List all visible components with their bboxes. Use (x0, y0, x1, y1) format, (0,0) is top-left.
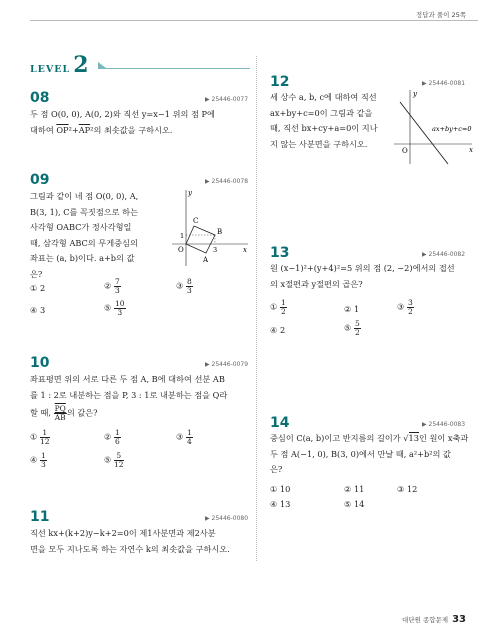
problem-09-number: 09 (30, 172, 50, 188)
p09-choice-3: ③ $\frac{8}{3}$ (176, 277, 192, 295)
problem-13-text (270, 261, 455, 292)
fig09-b-label: B (217, 228, 223, 236)
problem-12-line-1: 세 상수 a, b, c에 대하여 직선 (270, 92, 377, 102)
fig12-y-label: y (413, 90, 417, 98)
problem-14-line-2: 두 점 A(−1, 0), B(3, 0)에서 만날 때, a²+b²의 값 (270, 448, 451, 459)
problem-09-line-3: 사각형 OABC가 정사각형일 (30, 222, 132, 232)
p10-choice-1: ① $\frac{1}{12}$ (30, 428, 50, 446)
problem-11-text (30, 526, 230, 557)
problem-10-text (30, 372, 227, 422)
problem-10-code: ▶ 25446-0079 (205, 361, 249, 368)
p14-choice-1: ① 10 (270, 484, 291, 494)
fig09-y-label: y (188, 189, 192, 197)
p10-choice-3: ③ $\frac{1}{4}$ (176, 428, 192, 446)
problem-09-figure (172, 186, 252, 268)
problem-09-code: ▶ 25446-0078 (205, 178, 249, 185)
fig09-three-label: 3 (213, 246, 218, 254)
problem-12-line-2: ax+by+c=0이 그림과 같을 (270, 107, 373, 118)
problem-10-number: 10 (30, 355, 50, 371)
p10-choice-5: ⑤ $\frac{5}{12}$ (104, 451, 124, 469)
fig09-x-label: x (243, 246, 247, 254)
p13-choice-4: ④ 2 (270, 325, 286, 335)
problem-10-line-2: 를 1 : 2로 내분하는 점을 P, 3 : 1로 내분하는 점을 Q라 (30, 389, 228, 400)
problem-14-line-1: 중심이 C(a, b)이고 반지름의 길이가 √13인 원이 x축과 (270, 433, 469, 443)
fig09-c-label: C (193, 217, 199, 225)
p14-choice-3: ③ 12 (397, 484, 418, 494)
footer-label: 대단원 종합문제 (402, 616, 449, 624)
p09-choice-1: ① 2 (30, 283, 46, 293)
fig12-x-label: x (469, 146, 473, 154)
p13-choice-5: ⑤ $\frac{5}{2}$ (344, 319, 360, 337)
p10-choice-4: ④ $\frac{1}{3}$ (30, 451, 46, 469)
problem-09-line-1: 그림과 같이 네 점 O(0, 0), A, (30, 191, 139, 201)
p13-choice-2: ② 1 (344, 304, 360, 314)
problem-14-code: ▶ 25446-0083 (422, 421, 466, 428)
problem-11-line-1: 직선 kx+(k+2)y−k+2=0이 제1사분면과 제2사분 (30, 528, 216, 538)
fig12-eq-label: ax+by+c=0 (432, 125, 472, 133)
fig09-o-label: O (178, 246, 184, 254)
fig12-o-label: O (402, 147, 408, 155)
footer (402, 614, 466, 625)
header-section: 정답과 풀이 25쪽 (415, 11, 466, 19)
problem-09-text (30, 189, 138, 282)
level-arrow (98, 62, 106, 68)
level-number: 2 (73, 52, 89, 78)
problem-11-line-2: 면을 모두 지나도록 하는 자연수 k의 최솟값을 구하시오. (30, 543, 230, 554)
header-rule (30, 20, 478, 21)
problem-13-number: 13 (270, 245, 290, 261)
column-divider (256, 56, 257, 561)
p09-choice-2: ② $\frac{7}{3}$ (104, 277, 120, 295)
p13-choice-1: ① $\frac{1}{2}$ (270, 298, 286, 316)
p14-choice-4: ④ 13 (270, 499, 291, 509)
problem-08-code: ▶ 25446-0077 (205, 96, 249, 103)
p10-choice-2: ② $\frac{1}{6}$ (104, 428, 120, 446)
problem-08-line-2: 대하여 $\overline{OP}^2+\overline{AP}^2$의 최솟값을 구하시오. (30, 124, 173, 135)
problem-12-line-4: 지 않는 사분면을 구하시오. (270, 138, 368, 149)
problem-12-line-3: 때, 직선 bx+cy+a=0이 지나 (270, 123, 378, 133)
problem-14-line-3: 은? (270, 464, 283, 474)
p14-choice-2: ② 11 (344, 484, 365, 494)
level-word: LEVEL (30, 64, 71, 75)
problem-14-text (270, 431, 468, 478)
problem-11-number: 11 (30, 509, 50, 525)
problem-09-line-2: B(3, 1), C를 꼭짓점으로 하는 (30, 206, 138, 217)
level-heading (30, 52, 89, 78)
fig09-one-label: 1 (180, 232, 185, 240)
page-number: 33 (452, 614, 466, 625)
p09-choice-4: ④ 3 (30, 305, 46, 315)
problem-09-line-5: 좌표는 (a, b)이다. a+b의 값 (30, 253, 135, 263)
problem-10-line-1: 좌표평면 위의 서로 다른 두 점 A, B에 대하여 선분 AB (30, 374, 225, 384)
problem-14-number: 14 (270, 415, 290, 431)
p13-choice-3: ③ $\frac{3}{2}$ (397, 298, 413, 316)
problem-12-number: 12 (270, 74, 290, 90)
problem-13-code: ▶ 25446-0082 (422, 251, 466, 258)
problem-13-line-2: 의 x절편과 y절편의 곱은? (270, 278, 363, 289)
problem-11-code: ▶ 25446-0080 (205, 515, 249, 522)
fig09-a-label: A (203, 256, 209, 264)
problem-10-line-3: 할 때, $\frac{\overline{PQ}}{AB}$ 의 값은? (30, 404, 98, 422)
p09-choice-5: ⑤ $\frac{10}{3}$ (104, 299, 125, 317)
problem-08-text (30, 107, 215, 138)
problem-08-line-1: 두 점 O(0, 0), A(0, 2)와 직선 y=x−1 위의 점 P에 (30, 109, 215, 119)
problem-12-text (270, 90, 378, 152)
problem-08-number: 08 (30, 90, 50, 106)
problem-13-line-1: 원 (x−1)²+(y+4)²=5 위의 점 (2, −2)에서의 접선 (270, 263, 455, 273)
problem-12-code: ▶ 25446-0081 (422, 80, 466, 87)
problem-12-figure (392, 88, 478, 166)
problem-09-line-6: 은? (30, 268, 43, 279)
problem-09-line-4: 때, 삼각형 ABC의 무게중심의 (30, 237, 138, 248)
level-rule (98, 68, 250, 69)
p14-choice-5: ⑤ 14 (344, 499, 365, 509)
